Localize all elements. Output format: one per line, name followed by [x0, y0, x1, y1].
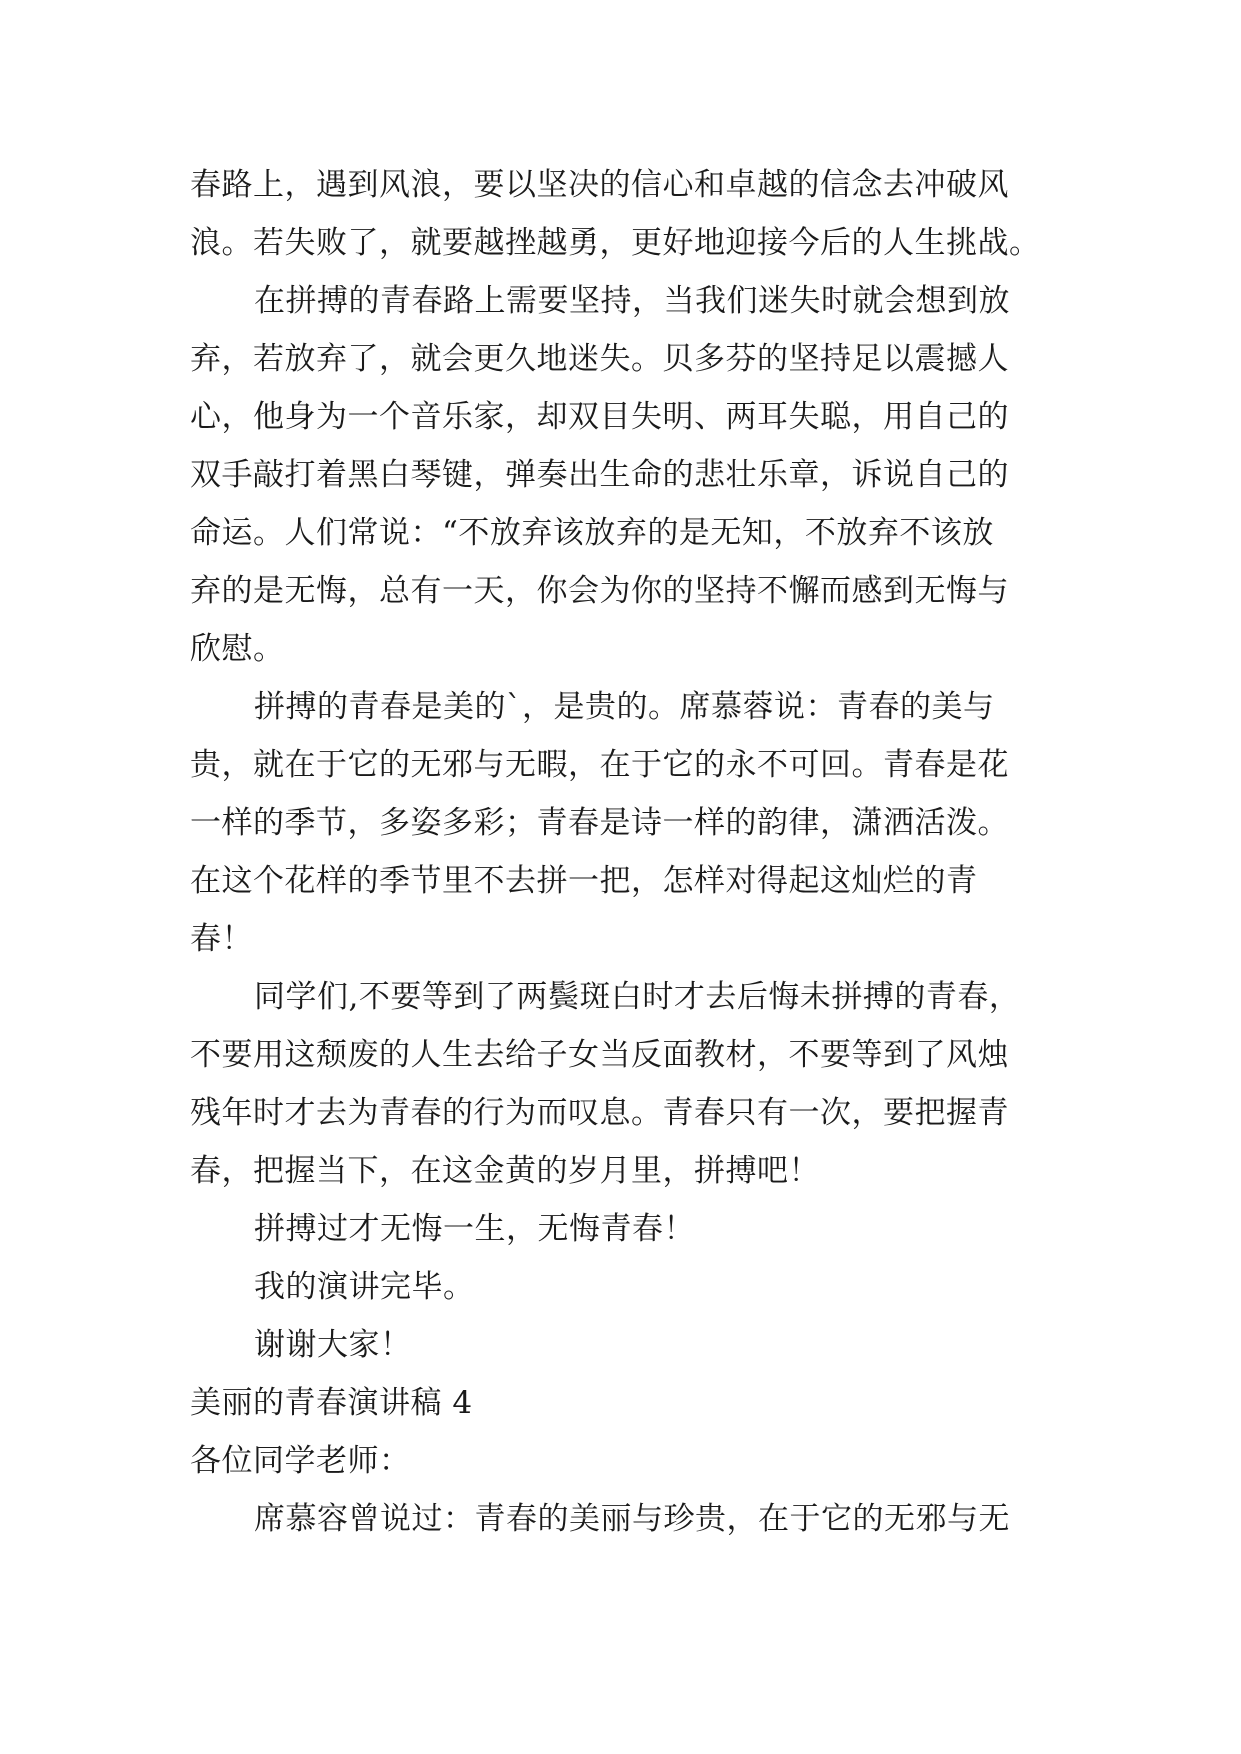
text-line: 弃，若放弃了，就会更久地迷失。贝多芬的坚持足以震撼人 [190, 341, 1009, 377]
text-line: 春路上，遇到风浪，要以坚决的信心和卓越的信念去冲破风 [190, 167, 1009, 203]
section-title: 美丽的青春演讲稿 4 [190, 1385, 473, 1421]
text-line: 欣慰。 [190, 631, 285, 667]
paragraph-start-line: 我的演讲完毕。 [254, 1269, 475, 1305]
text-line: 春！ [190, 921, 253, 957]
text-line: 命运。人们常说：“不放弃该放弃的是无知，不放弃不该放 [190, 515, 994, 551]
text-line: 一样的季节，多姿多彩；青春是诗一样的韵律，潇洒活泼。 [190, 805, 1009, 841]
salutation: 各位同学老师： [190, 1443, 411, 1479]
paragraph-start-line: 拼搏的青春是美的`，是贵的。席慕蓉说：青春的美与 [254, 689, 995, 725]
text-line: 双手敲打着黑白琴键，弹奏出生命的悲壮乐章，诉说自己的 [190, 457, 1009, 493]
text-line: 春，把握当下，在这金黄的岁月里，拼搏吧！ [190, 1153, 820, 1189]
paragraph-start-line: 席慕容曾说过：青春的美丽与珍贵，在于它的无邪与无 [254, 1501, 1010, 1537]
text-line: 残年时才去为青春的行为而叹息。青春只有一次，要把握青 [190, 1095, 1009, 1131]
text-line: 心，他身为一个音乐家，却双目失明、两耳失聪，用自己的 [190, 399, 1009, 435]
paragraph-start-line: 在拼搏的青春路上需要坚持，当我们迷失时就会想到放 [254, 283, 1010, 319]
text-line: 弃的是无悔，总有一天，你会为你的坚持不懈而感到无悔与 [190, 573, 1009, 609]
text-line: 在这个花样的季节里不去拼一把，怎样对得起这灿烂的青 [190, 863, 978, 899]
paragraph-start-line: 拼搏过才无悔一生，无悔青春！ [254, 1211, 695, 1247]
paragraph-start-line: 同学们,不要等到了两鬓斑白时才去后悔未拼搏的青春， [254, 979, 1021, 1015]
paragraph-start-line: 谢谢大家！ [254, 1327, 412, 1363]
text-line: 不要用这颓废的人生去给子女当反面教材，不要等到了风烛 [190, 1037, 1009, 1073]
text-line: 贵，就在于它的无邪与无暇，在于它的永不可回。青春是花 [190, 747, 1009, 783]
text-line: 浪。若失败了，就要越挫越勇，更好地迎接今后的人生挑战。 [190, 225, 1041, 261]
